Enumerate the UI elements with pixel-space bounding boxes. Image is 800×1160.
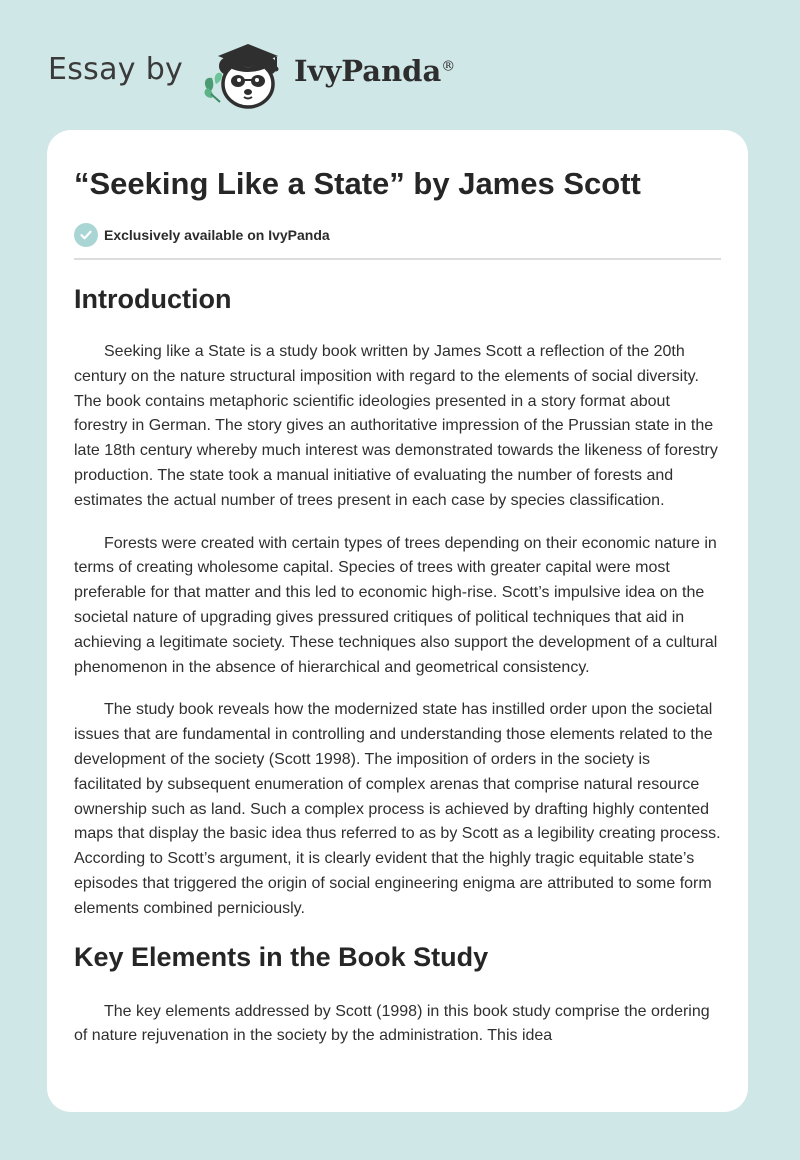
exclusive-badge — [74, 222, 721, 248]
site-header — [48, 36, 548, 116]
paragraph: The key elements addressed by Scott (1998) in this book study comprise the ordering of nature rejuvenation in the society by the administration. This idea — [74, 1002, 710, 1045]
section-heading-key-elements: Key Elements in the Book Study — [74, 941, 489, 972]
essay-title: “Seeking Like a State” by James Scott — [74, 166, 641, 201]
title-divider — [74, 258, 721, 260]
essay-by-label: Essay by — [48, 52, 184, 87]
paragraph: Forests were created with certain types of trees depending on their economic nature in terms of creating wholesome capital. Species of trees with greater capital were most preferable for that matter and this led to economic high-rise. Scott’s impulsive idea on the societal nature of upgrading gives pressured critiques of political techniques that aid in achieving a legitimate society. These techniques also support the development of a cultural phenomenon in the absence of hierarchical and geometrical consistency. — [74, 534, 718, 676]
brand-name — [294, 54, 455, 88]
essay-card — [47, 130, 748, 1112]
paragraph: Seeking like a State is a study book written by James Scott a reflection of the 20th century on the nature structural imposition with regard to the elements of social diversity. The book contains metaphoric scientific ideologies presented in a story format about forestry in German. The story gives an authoritative impression of the Prussian state in the late 18th century whereby much interest was demonstrated towards the likeness of forestry production. The state took a manual initiative of evaluating the number of forests and estimates the actual number of trees present in each case by species classification. — [74, 343, 718, 509]
paragraph: The study book reveals how the modernized state has instilled order upon the societal issues that are fundamental in controlling and understanding those elements related to the development of the society (Scott 1998). The imposition of orders in the society is facilitated by subsequent enumeration of complex arenas that comprise natural resource ownership such as land. Such a complex process is achieved by drafting highly contented maps that display the basic idea thus referred to as by Scott as a legibility creating process. According to Scott’s argument, it is clearly evident that the highly tragic equitable state’s episodes that triggered the origin of social engineering enigma are attributed to some form elements combined perniciously. — [74, 701, 721, 917]
checkmark-icon — [74, 223, 98, 247]
exclusive-badge-label: Exclusively available on IvyPanda — [104, 227, 330, 243]
panda-graduate-icon — [198, 36, 294, 112]
section-heading-introduction: Introduction — [74, 284, 232, 314]
brand-name-text: IvyPanda — [294, 54, 442, 88]
registered-mark: ® — [441, 58, 456, 75]
